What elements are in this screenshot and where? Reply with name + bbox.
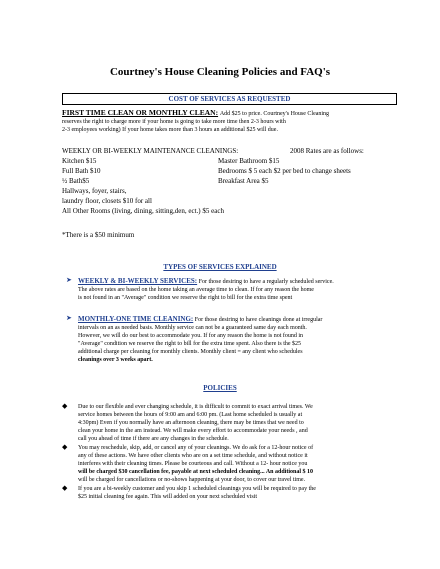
types-header: TYPES OF SERVICES EXPLAINED [163, 263, 277, 271]
policy-3-line2: $25 initial cleaning fee again. This will added on your next scheduled visit [78, 494, 258, 500]
rate-bedrooms: Bedrooms $ 5 each $2 per bed to change sheets [218, 167, 351, 175]
monthly-line2: intervals on an as needed basis. Monthly service can not be a guaranteed same day each month. [78, 325, 307, 331]
first-time-line1: Add $25 to price. Courtney's House Cleaning [219, 111, 330, 117]
first-time-line [62, 108, 329, 118]
arrow-bullet-icon: ➤ [66, 276, 72, 284]
rate-full-bath: Full Bath $10 [62, 167, 101, 175]
arrow-bullet-icon: ➤ [66, 314, 72, 322]
policy-2-line2: any of these actions. We have other clients who are on a set time schedule, and without notice it [78, 453, 308, 459]
diamond-bullet-icon: ◆ [62, 443, 68, 451]
rates-note: 2008 Rates are as follows: [290, 147, 364, 155]
rate-hallways: Hallways, foyer, stairs, [62, 187, 127, 195]
rate-half-bath: ½ Bath$5 [62, 177, 90, 185]
monthly-line3: However, we will do our best to accommodate you. If for any reason the home is not found in [78, 333, 304, 339]
rate-other-rooms: All Other Rooms (living, dining, sitting,den, ect.) $5 each [62, 207, 224, 215]
weekly-services-label: WEEKLY & BI-WEEKLY SERVICES: [78, 277, 198, 285]
first-time-line3: 2-3 employees working) If your home takes more than 3 hours an additional $25 will due. [62, 127, 278, 133]
weekly-services-line3: is not found in an "Average" condition we reserve the right to bill for the extra time spent [78, 295, 293, 301]
rate-laundry: laundry floor, closets $10 for all [62, 197, 152, 205]
rate-kitchen: Kitchen $15 [62, 157, 97, 165]
policy-2-line5: will be charged for cancellations or no-shows happening at your door, to cover our travel time. [78, 477, 306, 483]
policy-2-line1: You may reschedule, skip, add, or cancel any of your cleanings. We do ask for a 12-hour notice of [78, 445, 314, 451]
policy-1-line2: service homes between the hours of 9:00 am and 6:00 pm. (Last home scheduled is usually at [78, 412, 303, 418]
first-time-line2: reserves the right to charge more if your home is going to take more time then 2-3 hours with [62, 119, 286, 125]
cost-header: COST OF SERVICES AS REQUESTED [168, 95, 291, 103]
monthly-line6: cleanings over 3 weeks apart. [78, 357, 153, 363]
policy-1-line4: clean your home in the am instead. We will make every effort to accommodate your needs , and [78, 428, 308, 434]
rate-master-bath: Master Bathroom $15 [218, 157, 280, 165]
first-time-label: FIRST TIME CLEAN OR MONTHLY CLEAN: [62, 108, 219, 117]
monthly-label: MONTHLY-ONE TIME CLEANING: [78, 315, 194, 323]
page-title: Courtney's House Cleaning Policies and FAQ's [109, 66, 331, 78]
weekly-services-line1: WEEKLY & BI-WEEKLY SERVICES: For those desiring to have a regularly scheduled service. [78, 277, 334, 285]
policy-2-line4: will be charged $30 cancellation fee, payable at next scheduled cleaning... An additional $ 10 [78, 469, 314, 475]
weekly-services-line2: The above rates are based on the home taking an average time to clean. If for any reason the home [78, 287, 314, 293]
weekly-label: WEEKLY OR BI-WEEKLY MAINTENANCE CLEANINGS: [62, 147, 239, 155]
diamond-bullet-icon: ◆ [62, 402, 68, 410]
rate-breakfast: Breakfast Area $5 [218, 177, 269, 185]
minimum-note: *There is a $50 minimum [62, 231, 135, 239]
policy-3-line1: If you are a bi-weekly customer and you skip 1 scheduled cleanings you will be required to pay the [78, 486, 316, 492]
monthly-line5: additional charge per cleaning for monthly clients. Monthly client = any client who schedules [78, 349, 303, 355]
policy-2-line3: interferes with their cleaning times. Please be courteous and call. Without a 12- hour notice you [78, 461, 308, 467]
policy-1-line3: 4:30pm) Even if you normally have an afternoon cleaning, there may be times that we need to [78, 420, 304, 426]
policy-1-line5: call you ahead of time if there are any changes in the schedule. [78, 436, 229, 442]
diamond-bullet-icon: ◆ [62, 484, 68, 492]
monthly-line1: MONTHLY-ONE TIME CLEANING: For those desiring to have cleanings done at irregular [78, 315, 323, 323]
policy-1-line1: Due to our flexible and ever changing schedule, it is difficult to commit to exact arrival times. We [78, 404, 313, 410]
monthly-line4: "Average" condition we reserve the right to bill for the extra time spent. Also there is the $25 [78, 341, 302, 347]
policies-header: POLICIES [203, 384, 237, 392]
